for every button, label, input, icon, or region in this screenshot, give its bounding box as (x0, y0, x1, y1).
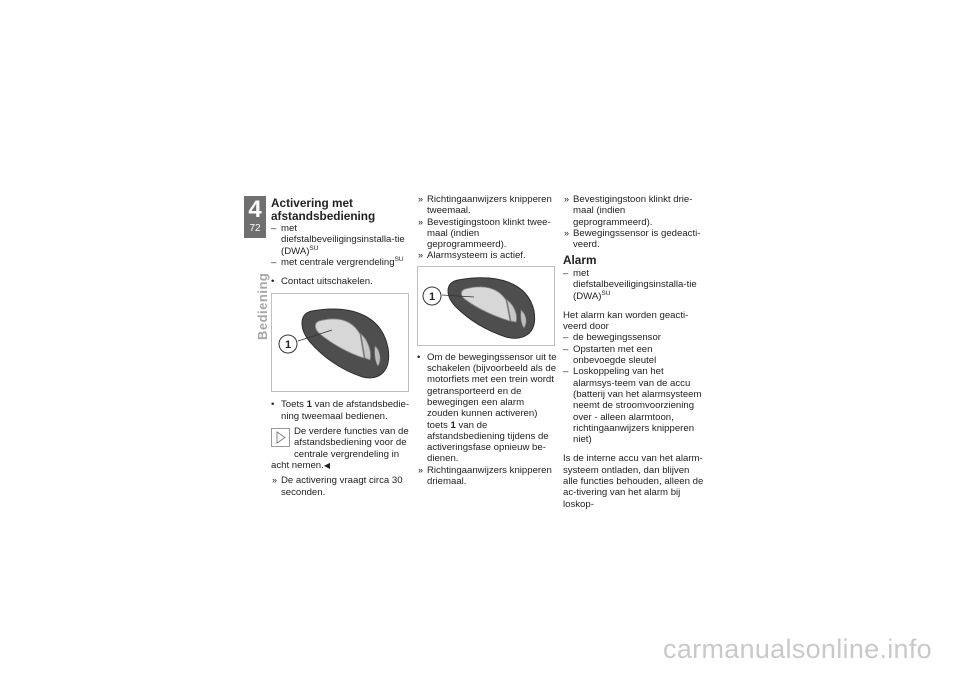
result-item: » Bewegingssensor is gedeacti-veerd. (564, 227, 701, 251)
result-item: » Richtingaanwijzers knipperen tweemaal. (418, 194, 552, 217)
chapter-number: 4 (248, 196, 262, 223)
list-item: – Opstarten met een onbevoegde sleutel (563, 343, 657, 367)
requirement-item: – met centrale vergrendeling$^{SU}$ (271, 255, 404, 268)
bullet-item: • Toets 1 van de afstandsbedie-ning tweemaal bedienen. (271, 399, 410, 422)
requirement-item: – met diefstalbeveiligingsinstalla-tie (DWA)$^{SU}$ (563, 267, 697, 302)
watermark: carmanualsonline.info (663, 634, 932, 664)
requirement-item: – met diefstalbeveiligingsinstalla-tie (DWA)$^{SU}$ (271, 223, 405, 257)
heading-activation: Activering met afstandsbediening (271, 196, 376, 223)
result-item: » Bevestigingstoon klinkt drie-maal (indien geprogrammeerd). (564, 194, 693, 228)
page-number: 72 (249, 223, 261, 234)
note-arrow-icon (271, 428, 290, 447)
remote-key-figure (271, 293, 409, 392)
end-mark-icon: ◀ (323, 460, 330, 470)
note-block: De verdere functies van de afstandsbediening voor de centrale vergrendeling in acht nemen.◀ (271, 426, 409, 471)
bullet-item: • Contact uitschakelen. (271, 276, 373, 288)
figure-callout: 1 (284, 339, 292, 352)
column-1 (271, 197, 411, 498)
result-item: » Alarmsysteem is actief. (418, 250, 526, 262)
paragraph: Het alarm kan worden geacti-veerd door (563, 309, 689, 333)
paragraph: Is de interne accu van het alarm-systeem ontladen, dan blijven alle functies behouden, alleen de ac-tivering van het alarm bij loskop- (563, 453, 704, 510)
result-item: » Richtingaanwijzers knipperen driemaal. (418, 464, 552, 488)
result-item: » Bevestigingstoon klinkt twee-maal (indien geprogrammeerd). (418, 216, 551, 251)
remote-key-icon (418, 267, 554, 345)
list-item: – Loskoppeling van het alarmsys-teem van de accu (batterij van het alarmsysteem neemt de stroomvoorziening over - alleen alarmtoon, richtingaanwijzers knipperen niet) (563, 366, 702, 446)
remote-key-figure (417, 266, 555, 346)
remote-key-icon (272, 294, 408, 391)
column-3 (563, 194, 705, 510)
section-title: Bediening (255, 272, 270, 340)
figure-callout: 1 (428, 290, 436, 303)
heading-alarm: Alarm (563, 253, 597, 268)
column-2 (417, 194, 557, 487)
result-item: » De activering vraagt circa 30 seconden. (272, 475, 403, 498)
chapter-tab (244, 196, 266, 238)
bullet-item: • Om de bewegingssensor uit te schakelen (bijvoorbeeld als de motorfiets met een trein wordt getransporteerd en de bewegingen een alarm zouden kunnen activeren) toets 1 van de afstandsbediening tijdens de activeringsfase opnieuw be-dienen. (417, 351, 557, 465)
list-item: – de bewegingssensor (563, 332, 662, 344)
